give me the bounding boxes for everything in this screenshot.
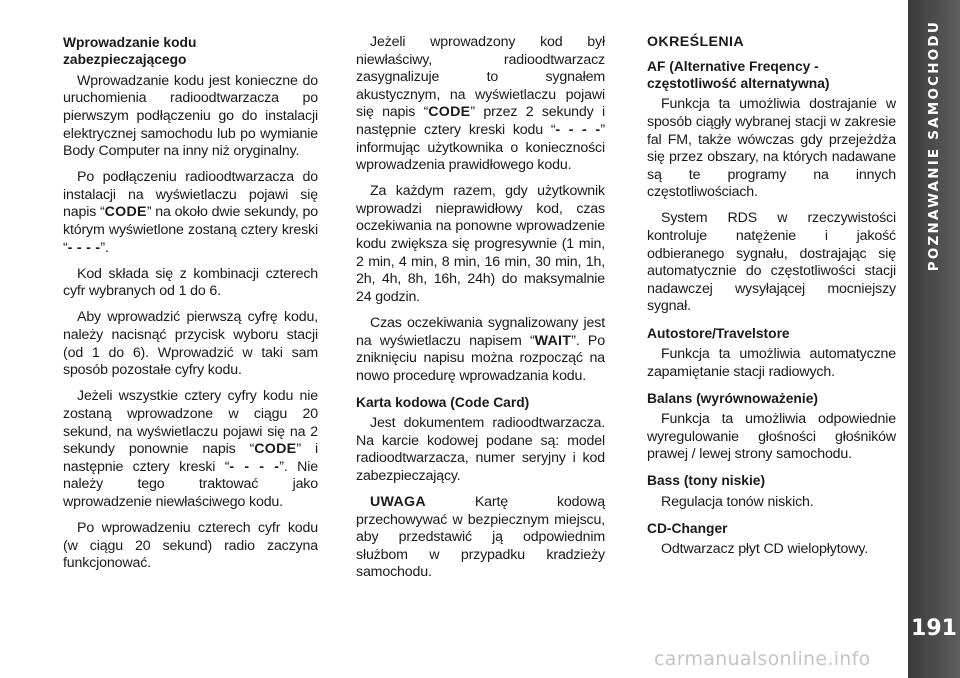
term-heading-autostore: Autostore/Travelstore (647, 325, 790, 341)
paragraph: System RDS w rzeczywistości kontroluje natężenie i jakość odbieranego sygnału, dostrajając się automatycznie do częstotliwości stacji nadawczej wysyłającej mocniejszy sygnał. (647, 210, 896, 315)
paragraph (356, 315, 605, 385)
column-right (647, 34, 896, 567)
code-label: CODE (104, 204, 147, 221)
text: Jeżeli wprowadzony kod był niewłaściwy, radioodtwarzacz zasygnalizuje to sygnałem akustycznym, na wyświetlaczu pojawi się napis “ (356, 34, 605, 121)
text: Kartę kodową przechowywać w bezpiecznym miejscu, aby przedstawić ją odpowiednim służbom w przypadku kradzieży samochodu. (356, 494, 605, 581)
paragraph: Funkcja ta umożliwia dostrajanie w sposób ciągły wybranej stacji w zakresie fal FM, także wówczas gdy przejeżdża się przez obszary, na których nadawane są te programy na innych częstotliwościach. (647, 96, 896, 201)
term-heading-af: AF (Alternative Freqency - częstotliwość alternatywna) (647, 58, 830, 91)
chapter-title-container (908, 20, 960, 320)
dashes-label: - - - - (555, 121, 601, 138)
term-heading-bass: Bass (tony niskie) (647, 473, 766, 489)
text: Czas oczekiwania sygnalizowany jest na wyświetlaczu napisem “ (356, 314, 605, 349)
paragraph (63, 169, 318, 257)
paragraph (356, 34, 605, 175)
text: ” przez 2 sekundy i następnie cztery kreski kodu “ (356, 104, 605, 138)
page-number: 191 (911, 616, 957, 641)
paragraph: Regulacja tonów niskich. (661, 493, 814, 510)
chapter-title: POZNAWANIE SAMOCHODU (926, 20, 942, 272)
text: ”. Nie należy tego traktować jako wprowadzenie niewłaściwego kodu. (63, 458, 319, 510)
paragraph: Jest dokumentem radioodtwarzacza. Na karcie kodowej podane są: model radioodtwarzacza, numer seryjny i kod zabezpieczający. (356, 415, 605, 484)
code-label: CODE (254, 441, 297, 458)
paragraph: Odtwarzacz płyt CD wielopłytowy. (661, 541, 869, 558)
section-heading-code-entry: Wprowadzanie kodu zabezpieczającego (63, 35, 197, 68)
section-heading-code-card: Karta kodowa (Code Card) (356, 394, 530, 410)
column-middle (356, 34, 605, 591)
text: ” na około dwie sekundy, po którym wyświetlone zostaną cztery kreski “ (63, 204, 318, 256)
term-heading-cd-changer: CD-Changer (647, 520, 728, 536)
text: Jeżeli wszystkie cztery cyfry kodu nie zostaną wprowadzone w ciągu 20 sekund, na wyświetlaczu pojawi się na 2 sekundy ponownie napis “ (63, 388, 318, 458)
text: Po podłączeniu radioodtwarzacza do instalacji na wyświetlaczu pojawi się napis “ (63, 169, 318, 221)
section-heading-definitions: OKREŚLENIA (647, 34, 745, 50)
column-left (63, 34, 318, 581)
code-label: CODE (428, 104, 471, 121)
paragraph: Funkcja ta umożliwia odpowiednie wyregulowanie głośności głośników prawej / lewej strony samochodu. (647, 411, 896, 463)
paragraph: Kod składa się z kombinacji czterech cyfr wybranych od 1 do 6. (63, 265, 318, 300)
paragraph (63, 388, 318, 511)
watermark: carmanualsonline.info (654, 648, 871, 670)
paragraph: Funkcja ta umożliwia automatyczne zapamiętanie stacji radiowych. (647, 345, 896, 380)
warning-paragraph (356, 494, 605, 582)
dashes-label: - - - - (67, 239, 101, 256)
dashes-label: - - - - (229, 458, 280, 475)
text: ”. Po zniknięciu napisu można rozpocząć na nowo procedurę wprowadzania kodu. (356, 332, 605, 384)
wait-label: WAIT (534, 332, 572, 349)
term-heading-balans: Balans (wyrównoważenie) (647, 390, 818, 406)
paragraph: Za każdym razem, gdy użytkownik wprowadzi nieprawidłowy kod, czas oczekiwania na ponowne wprowadzenie kodu zwiększa się progresywnie (1 min, 2 min, 4 min, 8 min, 16 min, 30 min, 1h, 2h, 4h, 8h, 16h, 24h) do maksymalnie 24 godzin. (356, 183, 605, 305)
paragraph: Aby wprowadzić pierwszą cyfrę kodu, należy nacisnąć przycisk wyboru stacji (od 1 do 6). Wprowadzić w taki sam sposób pozostałe cyfry kodu. (63, 309, 318, 379)
paragraph: Po wprowadzeniu czterech cyfr kodu (w ciągu 20 sekund) radio zaczyna funkcjonować. (63, 519, 318, 572)
warning-label: UWAGA (370, 494, 426, 511)
chapter-sidebar (908, 0, 960, 678)
paragraph: Wprowadzanie kodu jest konieczne do uruchomienia radioodtwarzacza po pierwszym podłączeniu go do instalacji elektrycznej samochodu lub po wymianie Body Computer na inny niż oryginalny. (63, 72, 318, 160)
text: ” informując użytkownika o konieczności wprowadzenia prawidłowego kodu. (356, 121, 605, 174)
text: ” i następnie cztery kreski “ (63, 441, 319, 475)
text: ”. (100, 239, 109, 256)
